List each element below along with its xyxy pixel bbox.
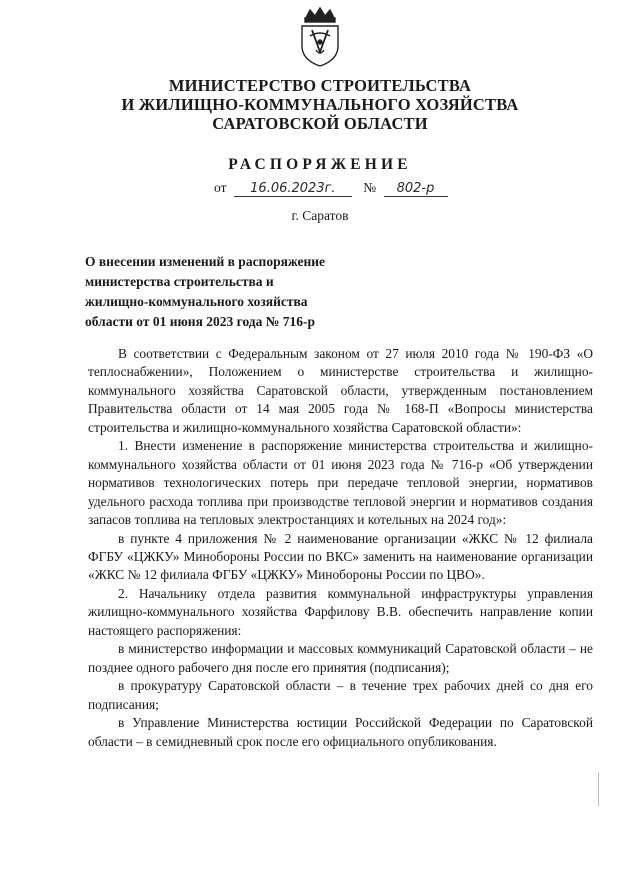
paragraph: В соответствии с Федеральным законом от 27 июля 2010 года № 190-ФЗ «О теплоснабжении», Положением о министерстве строительства и жилищно-коммунального хозяйства Саратовской области, утвержденным постановлением Правительства области от 14 мая 2005 года № 168-П «Вопросы министерства строительства и жилищно-коммунального хозяйства Саратовской области»:	[88, 346, 593, 435]
document-type: РАСПОРЯЖЕНИЕ	[228, 156, 412, 173]
saratov-coat-of-arms-icon	[292, 6, 348, 68]
paragraph: в пункте 4 приложения № 2 наименование организации «ЖКС № 12 филиала ФГБУ «ЦЖКУ» Минобороны России по ВКС» заменить на наименование организации «ЖКС № 12 филиала ФГБУ «ЦЖКУ» Минобороны России по ЦВО».	[88, 530, 593, 583]
date-label: от	[214, 180, 227, 195]
subject-line: О внесении изменений в распоряжение	[85, 254, 326, 269]
ministry-line: МИНИСТЕРСТВО СТРОИТЕЛЬСТВА	[168, 76, 472, 95]
subject-line: жилищно-коммунального хозяйства	[85, 294, 308, 309]
subject-line: области от 01 июня 2023 года № 716-р	[85, 314, 315, 329]
number-label: №	[363, 180, 377, 195]
paragraph: в прокуратуру Саратовской области – в течение трех рабочих дней со дня его подписания;	[88, 678, 593, 712]
document-subject	[85, 252, 405, 332]
document-body	[88, 345, 593, 751]
margin-mark	[598, 772, 599, 806]
ministry-line: САРАТОВСКОЙ ОБЛАСТИ	[212, 114, 428, 133]
paragraph: в Управление Министерства юстиции Российской Федерации по Саратовской области – в семидневный срок после его официального опубликования.	[88, 715, 593, 749]
number-value: 802-р	[384, 181, 448, 197]
ministry-name	[0, 76, 640, 133]
city: г. Саратов	[291, 208, 349, 223]
ministry-line: И ЖИЛИЩНО-КОММУНАЛЬНОГО ХОЗЯЙСТВА	[121, 95, 519, 114]
paragraph: 2. Начальнику отдела развития коммунальной инфраструктуры управления жилищно-коммунального хозяйства Фарфилову В.В. обеспечить направление копии настоящего распоряжения:	[88, 585, 593, 638]
paragraph: 1. Внести изменение в распоряжение министерства строительства и жилищно-коммунального хозяйства области от 01 июня 2023 года № 716-р «Об утверждении нормативов технологических потерь при передаче тепловой энергии, нормативов удельного расхода топлива при производстве тепловой энергии и нормативов создания запасов топлива на тепловых электростанциях и котельных на 2024 год»:	[88, 438, 593, 528]
date-value: 16.06.2023г.	[234, 181, 352, 197]
order-date-number	[214, 180, 448, 197]
paragraph: в министерство информации и массовых коммуникаций Саратовской области – не позднее одного рабочего дня после его принятия (подписания);	[88, 641, 593, 675]
subject-line: министерства строительства и	[85, 274, 274, 289]
